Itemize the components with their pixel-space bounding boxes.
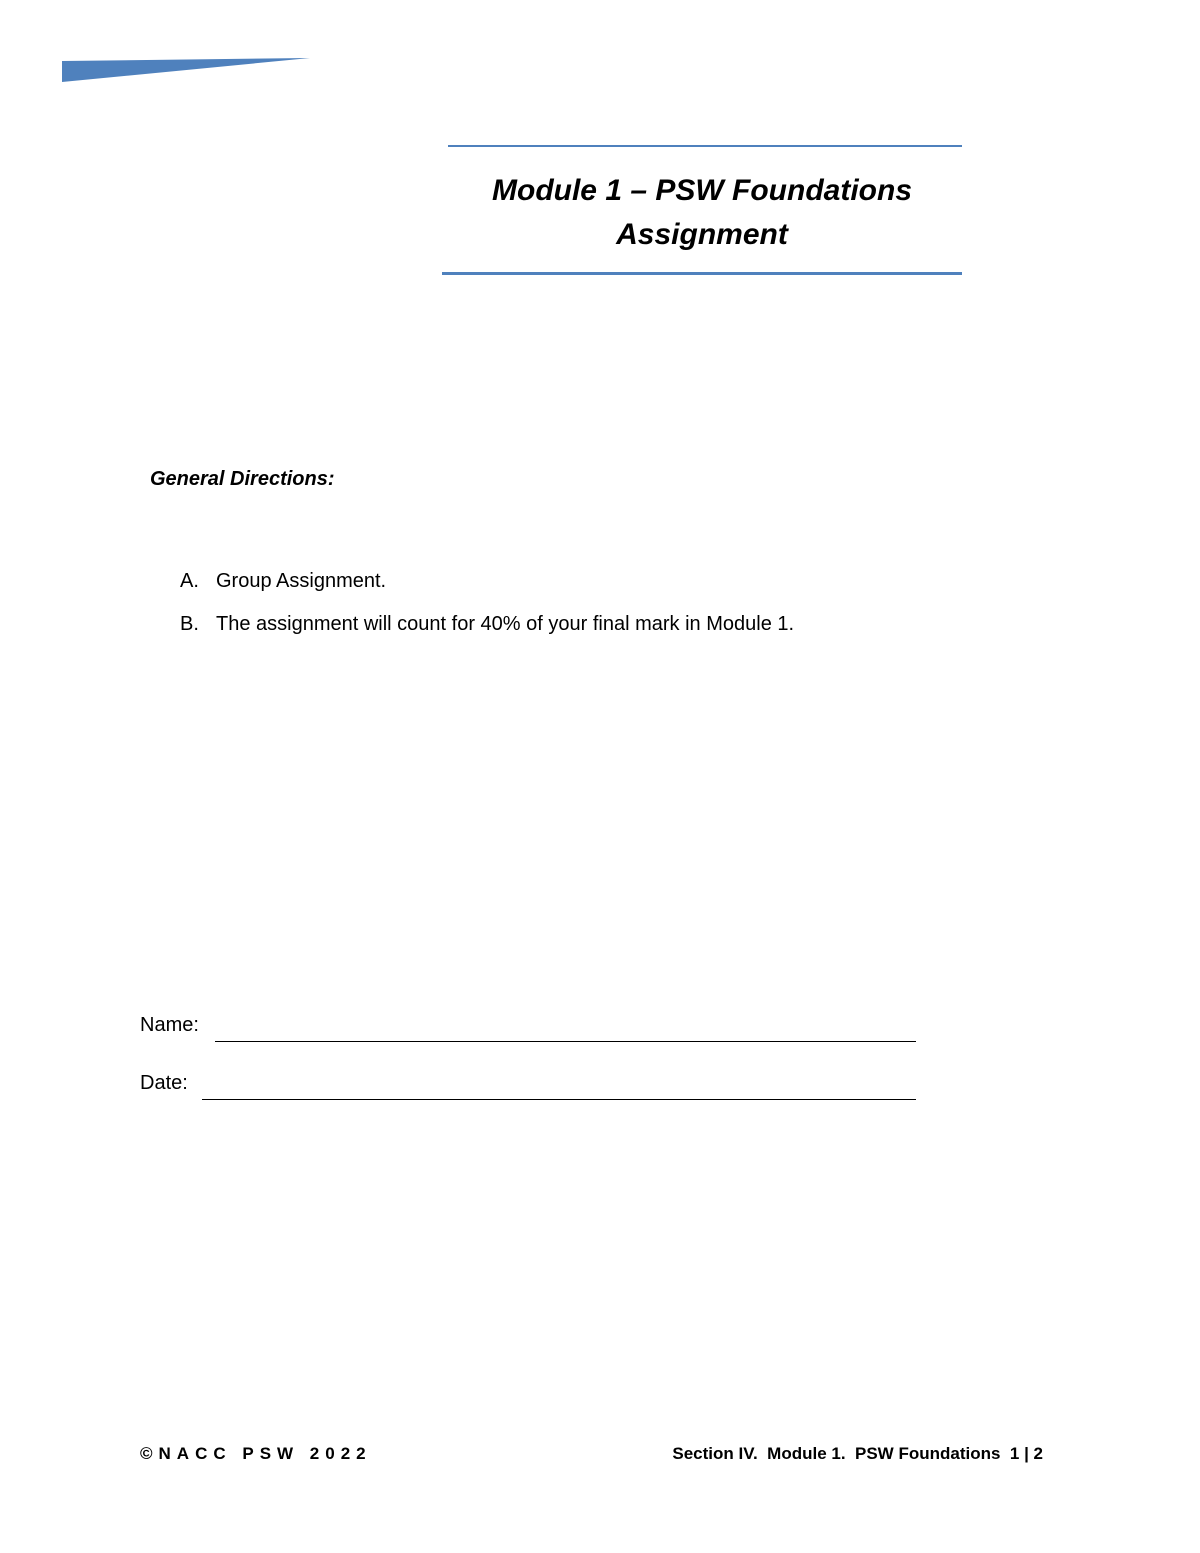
name-field-row <box>140 1012 920 1042</box>
footer-copyright: ©NACC PSW 2022 <box>140 1444 372 1463</box>
title-line-2: Assignment <box>616 218 788 251</box>
list-item-text: Group Assignment. <box>216 570 387 592</box>
title-line-1: Module 1 – PSW Foundations <box>492 174 912 207</box>
list-item-letter: B. <box>180 613 199 635</box>
date-label: Date: <box>140 1072 188 1094</box>
list-item-letter: A. <box>180 570 199 592</box>
general-directions-heading: General Directions: <box>150 468 335 490</box>
date-blank-line[interactable] <box>202 1099 916 1100</box>
date-field-row <box>140 1070 920 1100</box>
title-top-rule <box>448 145 962 147</box>
header-wedge-shape <box>62 58 310 82</box>
title-bottom-rule <box>442 272 962 275</box>
header-wedge-graphic <box>62 58 310 82</box>
list-item-text: The assignment will count for 40% of your final mark in Module 1. <box>216 613 795 635</box>
name-blank-line[interactable] <box>215 1041 916 1042</box>
name-label: Name: <box>140 1014 199 1036</box>
list-item <box>180 568 980 611</box>
list-item <box>180 611 980 654</box>
title-block <box>442 145 962 277</box>
directions-list <box>180 568 980 654</box>
footer-page-info: Section IV. Module 1. PSW Foundations 1 | 2 <box>672 1444 1043 1463</box>
document-title <box>442 169 962 257</box>
